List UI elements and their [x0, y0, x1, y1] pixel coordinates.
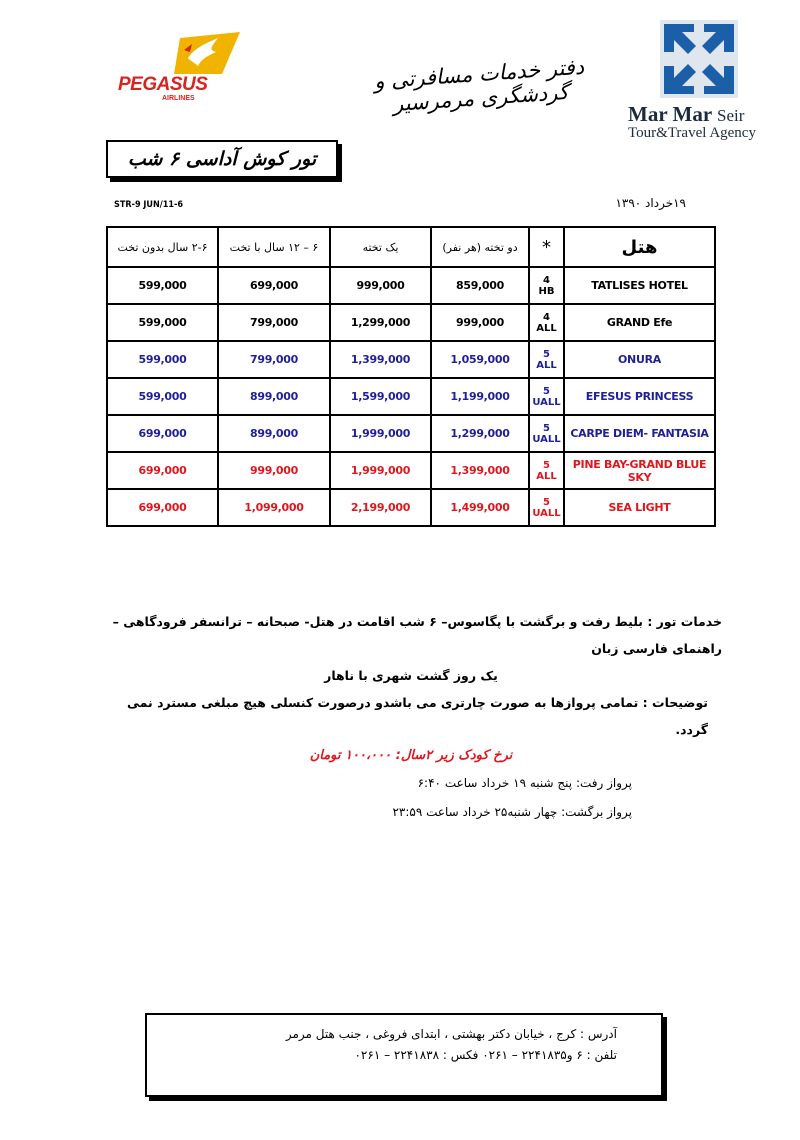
cell-child-2-6: 699,000	[107, 489, 218, 526]
star-count: 4	[543, 274, 550, 286]
city-tour-note: یک روز گشت شهری با ناهار	[324, 668, 498, 683]
cell-single: 1,599,000	[330, 378, 431, 415]
cell-child-2-6: 599,000	[107, 267, 218, 304]
header-child-6-12: ۶ – ۱۲ سال با تخت	[218, 227, 330, 267]
cell-hotel: TATLISES HOTEL	[564, 267, 715, 304]
board-type: ALL	[536, 359, 557, 371]
board-type: UALL	[532, 433, 561, 445]
cell-category	[529, 489, 564, 526]
cell-double: 1,499,000	[431, 489, 529, 526]
cell-single: 999,000	[330, 267, 431, 304]
board-type: ALL	[536, 470, 557, 482]
header-hotel: هتل	[564, 227, 715, 267]
pegasus-logo	[118, 28, 243, 108]
table-row	[107, 415, 715, 452]
cell-category	[529, 415, 564, 452]
star-count: 5	[543, 459, 550, 471]
table-header-row	[107, 227, 715, 267]
star-count: 5	[543, 348, 550, 360]
pegasus-name: PEGASUS	[118, 74, 208, 95]
cell-child-2-6: 599,000	[107, 378, 218, 415]
description-note: توضیحات : تمامی پروازها به صورت چارتری می باشدو درصورت کنسلی هیچ مبلغی مسترد نمی گردد.	[127, 695, 708, 737]
tour-notes	[100, 608, 722, 827]
marmar-name	[628, 102, 744, 127]
cell-category	[529, 304, 564, 341]
cell-single: 1,399,000	[330, 341, 431, 378]
cell-double: 1,059,000	[431, 341, 529, 378]
cell-single: 1,299,000	[330, 304, 431, 341]
cell-category	[529, 378, 564, 415]
cell-hotel: PINE BAY-GRAND BLUE SKY	[564, 452, 715, 489]
board-type: UALL	[532, 507, 561, 519]
header-single: یک تخته	[330, 227, 431, 267]
agency-persian-name: دفتر خدمات مسافرتی و گردشگری مرمرسیر	[373, 54, 585, 117]
header-double: دو تخته (هر نفر)	[431, 227, 529, 267]
phone-line: تلفن : ۶ و۲۲۴۱۸۳۵ – ۰۲۶۱ فکس : ۲۲۴۱۸۳۸ – ۰۲۶۱	[354, 1048, 617, 1062]
cell-child-6-12: 999,000	[218, 452, 330, 489]
star-count: 5	[543, 422, 550, 434]
table-row	[107, 378, 715, 415]
cell-hotel: CARPE DIEM- FANTASIA	[564, 415, 715, 452]
address-line: آدرس : کرج ، خیابان دکتر بهشتی ، ابتدای فروغی ، جنب هتل مرمر	[285, 1027, 617, 1041]
cell-single: 1,999,000	[330, 452, 431, 489]
table-row	[107, 341, 715, 378]
tour-title: تور کوش آداسی ۶ شب	[106, 140, 338, 178]
cell-child-2-6: 699,000	[107, 452, 218, 489]
cell-child-6-12: 699,000	[218, 267, 330, 304]
board-type: HB	[538, 285, 555, 297]
cell-double: 1,399,000	[431, 452, 529, 489]
cell-child-6-12: 899,000	[218, 378, 330, 415]
table-row	[107, 267, 715, 304]
cell-hotel: GRAND Efe	[564, 304, 715, 341]
board-type: UALL	[532, 396, 561, 408]
marmar-arrows-icon	[660, 20, 738, 100]
cell-hotel: SEA LIGHT	[564, 489, 715, 526]
marmar-seir-text: Seir	[717, 106, 745, 125]
cell-single: 2,199,000	[330, 489, 431, 526]
cell-double: 859,000	[431, 267, 529, 304]
issue-date: ۱۹خرداد ۱۳۹۰	[615, 196, 686, 210]
table-row	[107, 452, 715, 489]
cell-category	[529, 452, 564, 489]
child-rate-note: نرخ کودک زیر ۲سال: ۱۰۰،۰۰۰ تومان	[309, 748, 513, 763]
marmar-name-text: Mar Mar	[628, 102, 712, 126]
cell-child-6-12: 799,000	[218, 304, 330, 341]
cell-child-2-6: 699,000	[107, 415, 218, 452]
marmar-logo	[628, 20, 778, 150]
price-table	[106, 226, 716, 527]
cell-double: 1,299,000	[431, 415, 529, 452]
cell-single: 1,999,000	[330, 415, 431, 452]
contact-box	[145, 1013, 663, 1097]
header-star: *	[529, 227, 564, 267]
table-row	[107, 304, 715, 341]
header-child-2-6: ۲-۶ سال بدون تخت	[107, 227, 218, 267]
cell-category	[529, 267, 564, 304]
cell-child-6-12: 899,000	[218, 415, 330, 452]
services-note: خدمات تور : بلیط رفت و برگشت با پگاسوس– ۶ شب اقامت در هتل- صبحانه – ترانسفر فرودگاهی –راهنمای فارسی زبان	[112, 614, 722, 656]
cell-hotel: EFESUS PRINCESS	[564, 378, 715, 415]
pegasus-sub: AIRLINES	[162, 95, 195, 102]
cell-category	[529, 341, 564, 378]
flight-out-note: پرواز رفت: پنج شنبه ۱۹ خرداد ساعت ۶:۴۰	[417, 776, 632, 790]
pegasus-bird-icon	[118, 28, 243, 78]
table-row	[107, 489, 715, 526]
cell-child-6-12: 1,099,000	[218, 489, 330, 526]
board-type: ALL	[536, 322, 557, 334]
flight-back-note: پرواز برگشت: چهار شنبه۲۵ خرداد ساعت ۲۳:۵۹	[392, 805, 632, 819]
cell-child-6-12: 799,000	[218, 341, 330, 378]
cell-double: 999,000	[431, 304, 529, 341]
star-count: 5	[543, 496, 550, 508]
cell-double: 1,199,000	[431, 378, 529, 415]
marmar-tagline: Tour&Travel Agency	[628, 125, 756, 141]
star-count: 5	[543, 385, 550, 397]
tour-code: STR-9 JUN/11-6	[114, 200, 183, 210]
star-count: 4	[543, 311, 550, 323]
cell-child-2-6: 599,000	[107, 304, 218, 341]
cell-hotel: ONURA	[564, 341, 715, 378]
cell-child-2-6: 599,000	[107, 341, 218, 378]
